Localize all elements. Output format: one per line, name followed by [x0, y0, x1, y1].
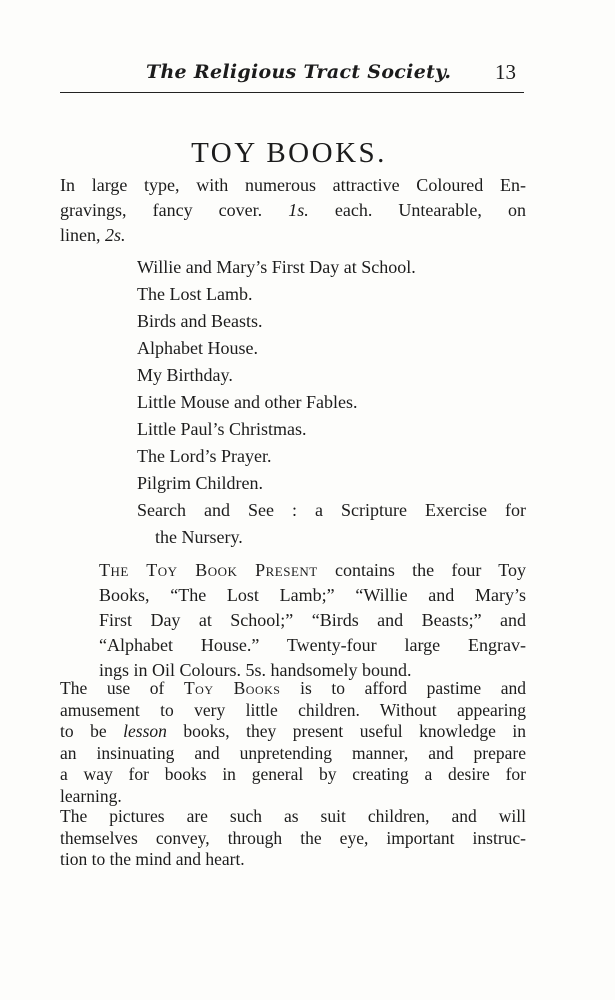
- page-number: 13: [495, 60, 516, 84]
- pictures-line: tion to the mind and heart.: [60, 849, 245, 869]
- intro-line: [60, 173, 526, 198]
- book-item: Pilgrim Children.: [137, 473, 263, 493]
- present-line: ings in Oil Colours. 5s. handsomely bound.: [99, 660, 412, 680]
- toy-books-name: Toy Books: [183, 678, 281, 698]
- book-item-line: the Nursery.: [155, 527, 243, 547]
- book-item: Alphabet House.: [137, 338, 258, 358]
- present-line: [99, 558, 526, 583]
- price-text: 1s.: [288, 200, 309, 220]
- use-line: learning.: [60, 785, 122, 806]
- pictures-line: themselves convey, through the eye, important instruc-: [60, 827, 526, 848]
- intro-text: gravings, fancy cover.: [60, 200, 289, 220]
- use-text: The use of: [60, 678, 184, 698]
- use-line: a way for books in general by creating a desire for: [60, 764, 526, 784]
- pictures-paragraph: [60, 806, 526, 871]
- book-item: Little Mouse and other Fables.: [137, 392, 358, 412]
- page-title: TOY BOOKS.: [191, 137, 387, 170]
- book-item: The Lost Lamb.: [137, 284, 253, 304]
- use-text: books, they present useful knowledge in: [166, 721, 526, 741]
- pictures-line: The pictures are such as suit children, and will: [60, 806, 526, 826]
- present-text: contains the four Toy: [317, 560, 526, 580]
- price-text: 2s.: [105, 225, 126, 245]
- present-name: The Toy Book Present: [99, 560, 318, 580]
- book-item-line: Search and See : a Scripture Exercise for: [137, 500, 526, 520]
- book-list: [137, 254, 526, 551]
- book-item: Willie and Mary’s First Day at School.: [137, 257, 416, 277]
- use-line: [60, 721, 526, 743]
- book-item: The Lord’s Prayer.: [137, 446, 272, 466]
- intro-text: In large type, with numerous attractive Coloured En-: [60, 175, 526, 195]
- intro-text: each. Untearable, on: [308, 200, 526, 220]
- toy-book-present-paragraph: [99, 558, 526, 683]
- lesson-word: lesson: [123, 721, 167, 741]
- intro-text: linen,: [60, 225, 105, 245]
- use-text: is to afford pastime and: [280, 678, 527, 698]
- running-title: The Religious Tract Society.: [146, 61, 452, 83]
- page-header: [60, 58, 524, 93]
- use-paragraph: [60, 678, 526, 807]
- use-line: an insinuating and unpretending manner, and prepare: [60, 742, 526, 763]
- book-item: Birds and Beasts.: [137, 311, 263, 331]
- use-line: amusement to very little children. Without appearing: [60, 699, 526, 720]
- intro-paragraph: [60, 173, 526, 248]
- present-line: Books, “The Lost Lamb;” “Willie and Mary’s: [99, 585, 526, 605]
- book-item: My Birthday.: [137, 365, 233, 385]
- book-item: [137, 497, 526, 551]
- intro-line: [60, 223, 526, 248]
- book-item: Little Paul’s Christmas.: [137, 419, 307, 439]
- present-line: “Alphabet House.” Twenty-four large Engrav-: [99, 635, 526, 655]
- intro-line: [60, 198, 526, 223]
- use-text: to be: [60, 721, 124, 741]
- present-line: First Day at School;” “Birds and Beasts;” and: [99, 610, 526, 630]
- use-line: [60, 678, 526, 700]
